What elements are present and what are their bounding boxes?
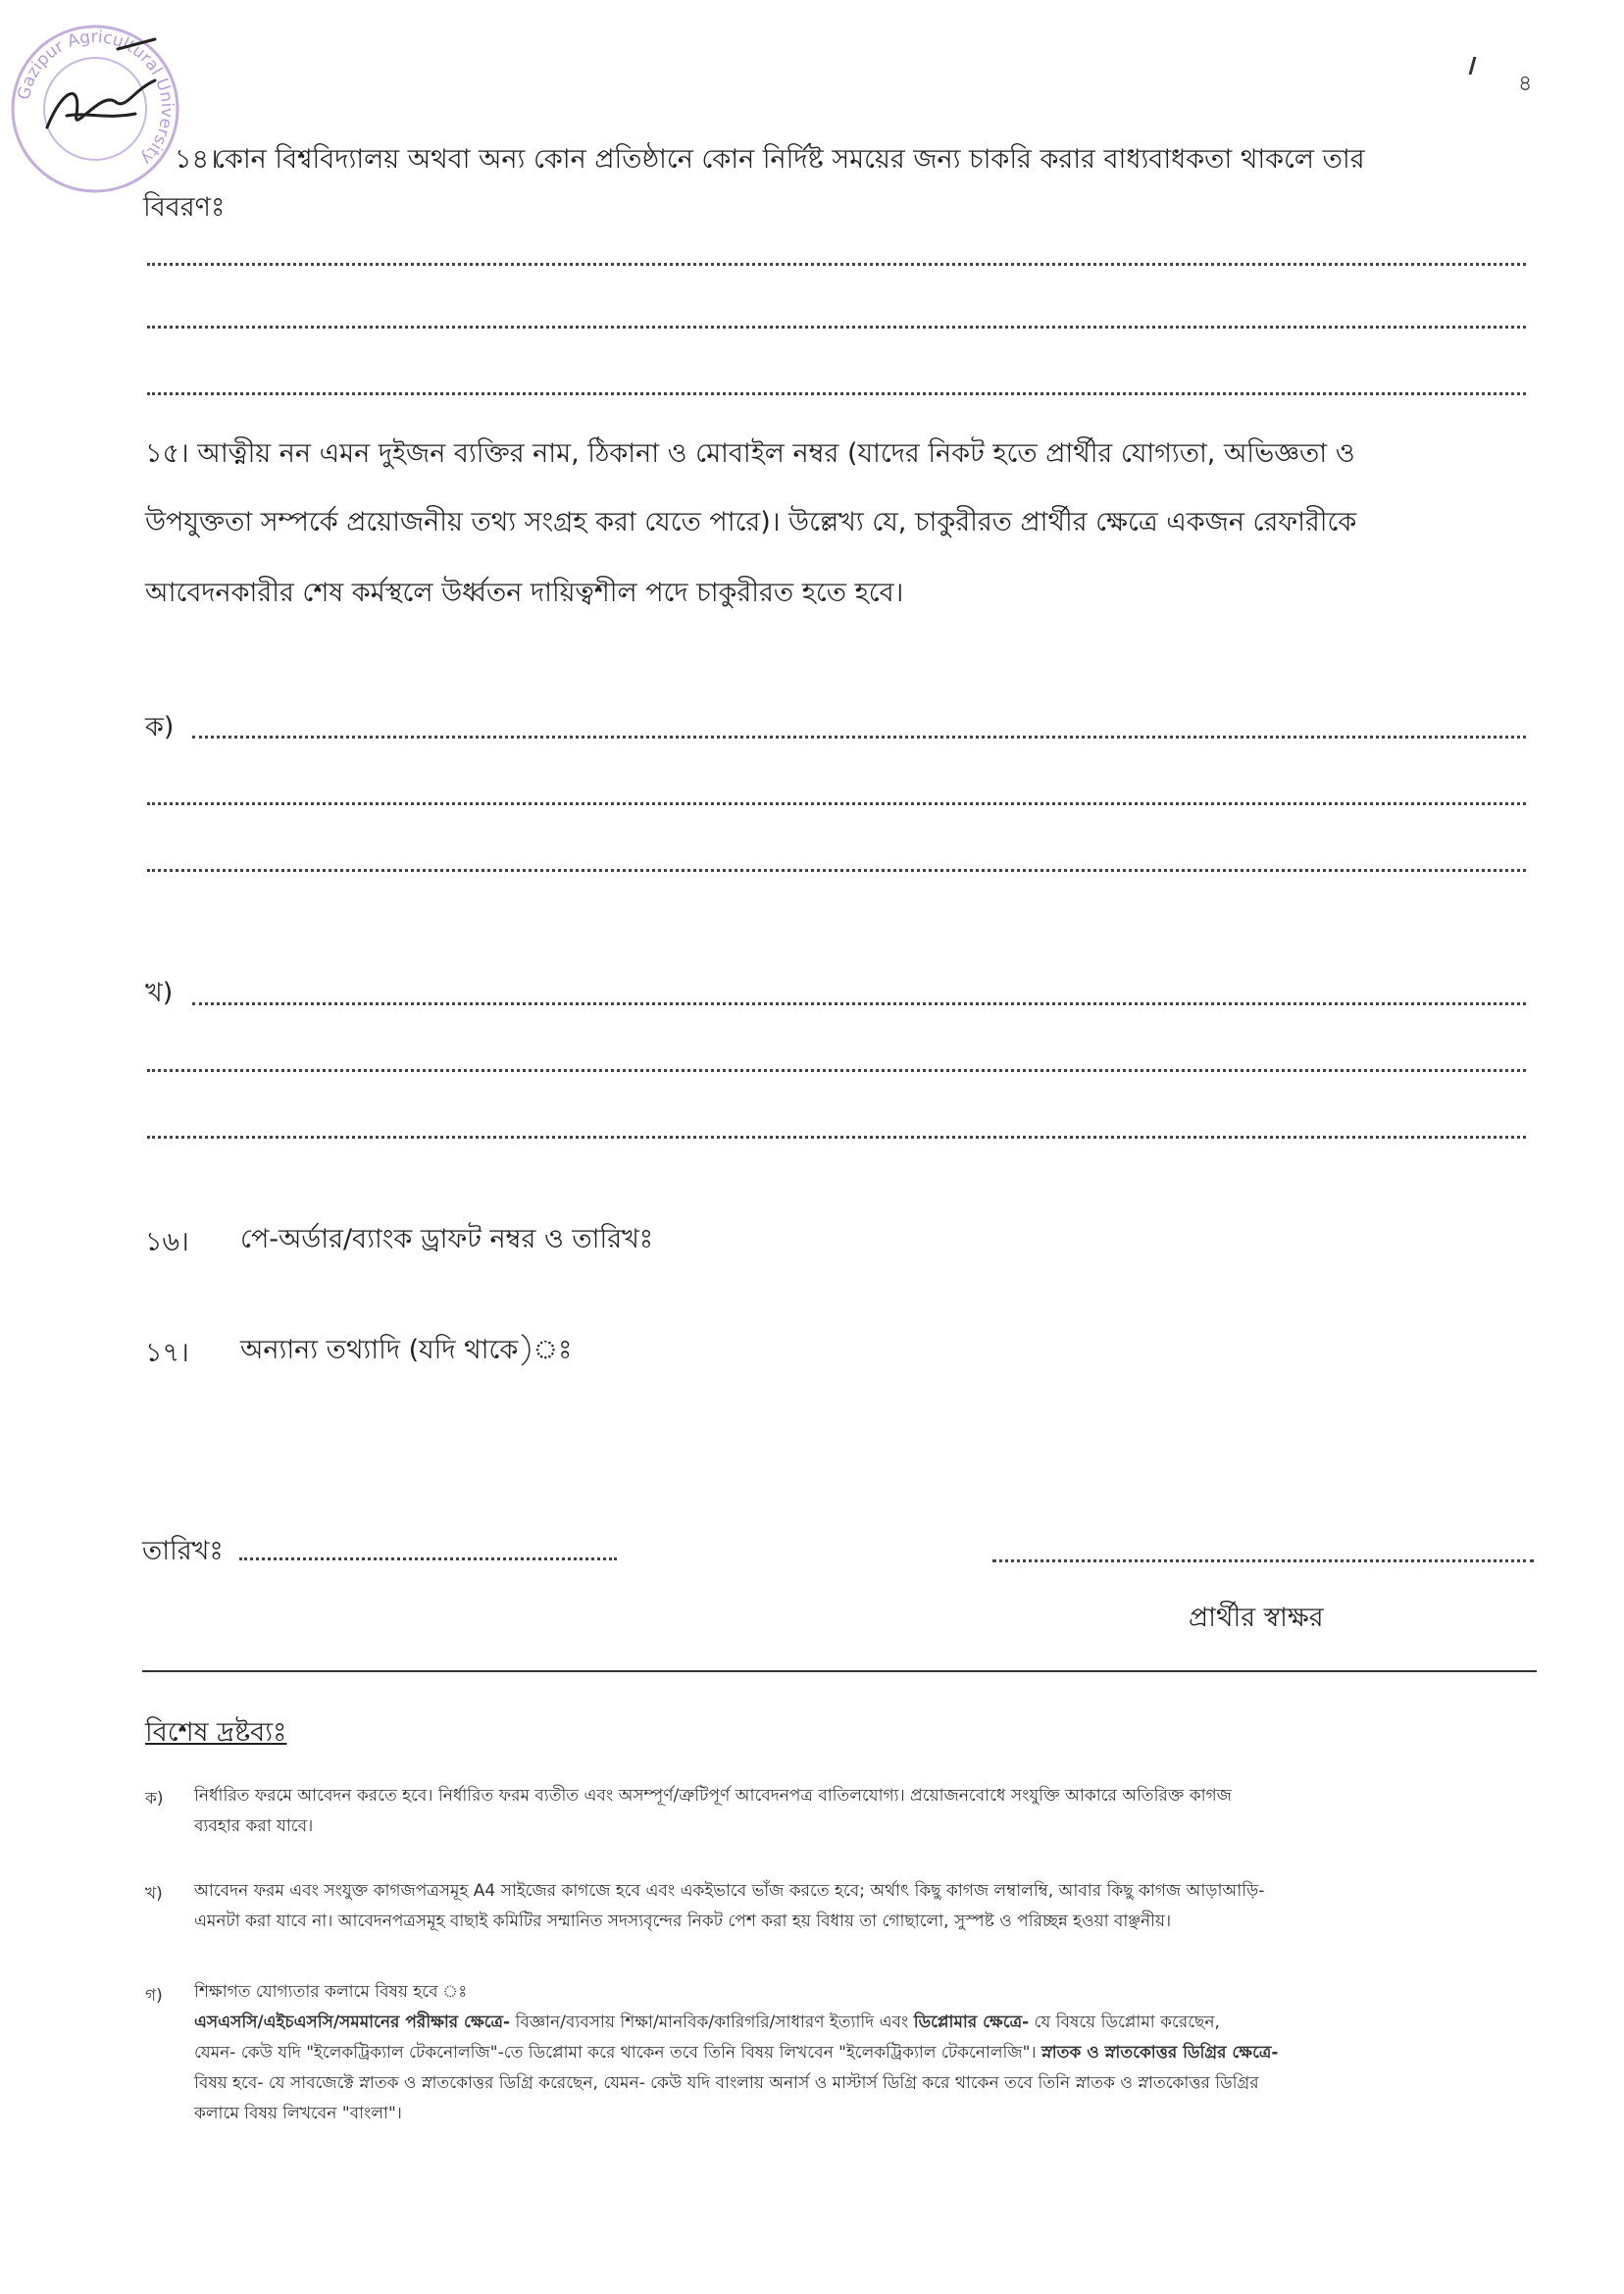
note-c-label: গ) bbox=[145, 1986, 163, 2006]
note-c-ssc-heading: এসএসসি/এইচএসসি/সমমানের পরীক্ষার ক্ষেত্রে- bbox=[194, 2013, 511, 2032]
date-field[interactable] bbox=[239, 1557, 617, 1560]
note-c-line3: বিষয় হবে- যে সাবজেক্টে স্নাতক ও স্নাতকোত্তর ডিগ্রি করেছেন, যেমন- কেউ যদি বাংলায় অনার্স ও মাস্টার্স ডিগ্রি করে থাকেন তবে তিনি স্নাতক ও স্নাতকোত্তর ডিগ্রির bbox=[194, 2073, 1259, 2093]
note-c-text bbox=[194, 1977, 1538, 2129]
q15-text-line3: আবেদনকারীর শেষ কর্মস্থলে উর্ধ্বতন দায়িত্বশীল পদে চাকুরীরত হতে হবে। bbox=[145, 578, 904, 608]
note-c-line1 bbox=[194, 2008, 1538, 2038]
referee-a-label: ক) bbox=[145, 712, 175, 742]
divider bbox=[142, 1670, 1537, 1672]
q17-number: ১৭। bbox=[145, 1338, 189, 1368]
university-seal bbox=[8, 22, 182, 196]
note-b-line2: এমনটা করা যাবে না। আবেদনপত্রসমূহ বাছাই কমিটির সম্মানিত সদস্যবৃন্দের নিকট পেশ করা হয় বিধায় তা গোছালো, সুস্পষ্ট ও পরিচ্ছন্ন হওয়া বাঞ্ছনীয়। bbox=[194, 1912, 1172, 1931]
signature-field[interactable] bbox=[992, 1559, 1534, 1562]
note-c-degree-heading: স্নাতক ও স্নাতকোত্তর ডিগ্রির ক্ষেত্রে- bbox=[1040, 2043, 1279, 2063]
corner-mark bbox=[1469, 57, 1491, 75]
note-c-line2 bbox=[194, 2038, 1538, 2068]
note-c-diploma-example: যেমন- কেউ যদি "ইলেকট্রিক্যাল টেকনোলজি"-তে ডিপ্লোমা করে থাকেন তবে তিনি বিষয় লিখবেন "ইলেকট্রিক্যাল টেকনোলজি"। bbox=[194, 2043, 1041, 2063]
note-b-label: খ) bbox=[145, 1884, 163, 1904]
referee-b-line-3[interactable] bbox=[147, 1136, 1526, 1139]
note-b-line1: আবেদন ফরম এবং সংযুক্ত কাগজপত্রসমূহ A4 সাইজের কাগজে হবে এবং একইভাবে ভাঁজ করতে হবে; অর্থাৎ কিছু কাগজ লম্বালম্বি, আবার কিছু কাগজ আড়াআড়ি- bbox=[194, 1881, 1265, 1901]
referee-a-line-2[interactable] bbox=[147, 802, 1526, 805]
note-c-intro: শিক্ষাগত যোগ্যতার কলামে বিষয় হবে ঃ bbox=[194, 1982, 468, 2002]
svg-text:Gazipur Agricultural Universit: Gazipur Agricultural University bbox=[14, 26, 178, 169]
page-number: ৪ bbox=[1518, 72, 1533, 96]
note-c-diploma-heading: ডিপ্লোমার ক্ষেত্রে- bbox=[913, 2013, 1030, 2032]
note-b-text bbox=[194, 1876, 1538, 1937]
q16-number: ১৬। bbox=[145, 1227, 189, 1257]
q14-answer-line-2[interactable] bbox=[147, 326, 1526, 329]
note-a-line2: ব্যবহার করা যাবে। bbox=[194, 1816, 314, 1836]
note-a-line1: নির্ধারিত ফরমে আবেদন করতে হবে। নির্ধারিত ফরম ব্যতীত এবং অসম্পূর্ণ/ত্রুটিপূর্ণ আবেদনপত্র বাতিলযোগ্য। প্রয়োজনবোধে সংযুক্তি আকারে অতিরিক্ত কাগজ bbox=[194, 1786, 1232, 1806]
note-c-line4: কলামে বিষয় লিখবেন "বাংলা"। bbox=[194, 2104, 402, 2123]
note-c-diploma-text: যে বিষয়ে ডিপ্লোমা করেছেন, bbox=[1029, 2013, 1220, 2032]
signature-label: প্রার্থীর স্বাক্ষর bbox=[1189, 1603, 1324, 1633]
q14-text-line2: বিবরণঃ bbox=[143, 192, 226, 223]
q15-text-line1: ১৫। আত্নীয় নন এমন দুইজন ব্যক্তির নাম, ঠিকানা ও মোবাইল নম্বর (যাদের নিকট হতে প্রার্থীর যোগ্যতা, অভিজ্ঞতা ও bbox=[145, 438, 1355, 469]
referee-a-line-1[interactable] bbox=[192, 736, 1526, 739]
note-a-label: ক) bbox=[145, 1789, 164, 1809]
q14-number: ১৪। bbox=[175, 144, 219, 175]
q14-answer-line-3[interactable] bbox=[147, 392, 1526, 395]
q17-text: অন্যান্য তথ্যাদি (যদি থাকে)ঃ bbox=[240, 1335, 573, 1365]
q15-text-line2: উপযুক্ততা সম্পর্কে প্রয়োজনীয় তথ্য সংগ্রহ করা যেতে পারে)। উল্লেখ্য যে, চাকুরীরত প্রার্থীর ক্ষেত্রে একজন রেফারীকে bbox=[145, 507, 1357, 537]
referee-b-line-2[interactable] bbox=[147, 1069, 1526, 1072]
date-label: তারিখঃ bbox=[142, 1536, 224, 1566]
q16-text: পে-অর্ডার/ব্যাংক ড্রাফট নম্বর ও তারিখঃ bbox=[240, 1224, 654, 1254]
referee-b-label: খ) bbox=[145, 978, 174, 1008]
note-c-ssc-text: বিজ্ঞান/ব্যবসায় শিক্ষা/মানবিক/কারিগরি/সাধারণ ইত্যাদি এবং bbox=[510, 2013, 914, 2032]
referee-a-line-3[interactable] bbox=[147, 869, 1526, 872]
note-a-text bbox=[194, 1781, 1538, 1842]
q14-text-line1: কোন বিশ্ববিদ্যালয় অথবা অন্য কোন প্রতিষ্ঠানে কোন নির্দিষ্ট সময়ের জন্য চাকরি করার বাধ্যবাধকতা থাকলে তার bbox=[214, 144, 1365, 175]
q14-answer-line-1[interactable] bbox=[147, 263, 1526, 266]
notes-title: বিশেষ দ্রষ্টব্যঃ bbox=[145, 1717, 287, 1748]
referee-b-line-1[interactable] bbox=[192, 1002, 1526, 1005]
seal-stamp-graphic bbox=[8, 22, 182, 196]
